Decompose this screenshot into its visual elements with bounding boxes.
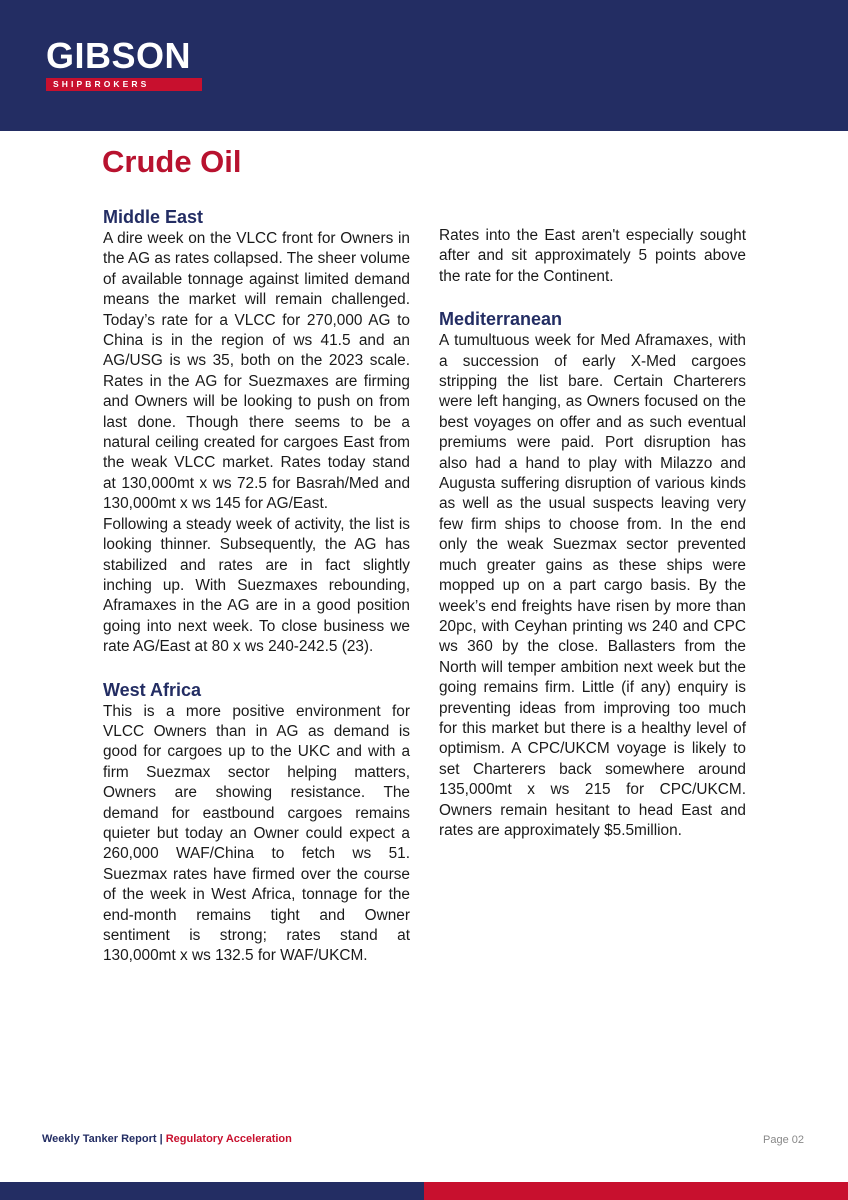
section-heading-mediterranean: Mediterranean bbox=[439, 309, 563, 330]
footer-bar-red bbox=[424, 1182, 848, 1200]
header-band bbox=[0, 0, 848, 131]
paragraph: This is a more positive environment for VLCC Owners than in AG as demand is good for cargoes up to the UKC and with a firm Suezmax sector helping matters, Owners are showing resistance. The demand for eastbound cargoes remains quieter but today an Owner could expect a 260,000 WAF/China to fetch ws 51. Suezmax rates have firmed over the course of the week in West Africa, tonnage for the end-month remains tight and Owner sentiment is strong; rates stand at 130,000mt x ws 132.5 for WAF/UKCM. bbox=[103, 702, 410, 965]
footer-report-line bbox=[42, 1133, 292, 1145]
paragraph: A dire week on the VLCC front for Owners in the AG as rates collapsed. The sheer volume of available tonnage against limited demand means the market will remain challenged. Today’s rate for a VLCC for 270,000 AG to China is in the region of ws 41.5 and an AG/USG is ws 35, both on the 2023 scale. Rates in the AG for Suezmaxes are firming and Owners will be looking to push on from last done. Though there seems to be a natural ceiling created for cargoes East from the weak VLCC market. Rates today stand at 130,000mt x ws 72.5 for Basrah/Med and 130,000mt x ws 145 for AG/East. bbox=[103, 230, 410, 513]
paragraph: Following a steady week of activity, the list is looking thinner. Subsequently, the AG has stabilized and rates are in fact slightly inching up. With Suezmaxes rebounding, Aframaxes in the AG are in a good position going into next week. To close business we rate AG/East at 80 x ws 240-242.5 (23). bbox=[103, 515, 410, 656]
paragraph: A tumultuous week for Med Aframaxes, with a succession of early X-Med cargoes stripping the list bare. Certain Charterers were left hanging, as Owners focused on the best voyages on offer and as such eventual premiums were paid. Port disruption has also had a hand to play with Milazzo and Augusta suffering disruption of various kinds as well as the usual suspects leaving very few firm ships to choose from. In the end only the weak Suezmax sector prevented much greater gains as these ships were mopped up on a part cargo basis. By the week’s end freights have risen by more than 20pc, with Ceyhan printing ws 240 and CPC ws 360 by the close. Ballasters from the North will temper ambition next week but the going remains firm. Little (if any) enquiry is preventing ideas from improving too much for this market but there is a healthy level of optimism. A CPC/UKCM voyage is likely to set Charterers back somewhere around 135,000mt x ws 215 for CPC/UKCM. Owners remain hesitant to head East and rates are approximately $5.5million. bbox=[439, 332, 746, 839]
section-heading-middle-east: Middle East bbox=[103, 207, 204, 227]
logo-wordmark: GIBSON bbox=[46, 35, 192, 76]
left-column bbox=[103, 205, 410, 967]
footer-separator: | bbox=[159, 1133, 163, 1145]
logo-tagline: SHIPBROKERS bbox=[46, 78, 202, 91]
footer-bar-navy bbox=[0, 1182, 424, 1200]
page-number: Page 02 bbox=[763, 1134, 804, 1146]
footer-color-bar bbox=[0, 1182, 848, 1200]
paragraph: Rates into the East aren't especially sought after and sit approximately 5 points above the rate for the Continent. bbox=[439, 227, 746, 285]
right-column bbox=[439, 226, 746, 841]
gibson-logo bbox=[46, 36, 202, 91]
footer-report-name: Weekly Tanker Report bbox=[42, 1133, 157, 1145]
page-title: Crude Oil bbox=[102, 144, 242, 179]
footer-topic: Regulatory Acceleration bbox=[165, 1133, 292, 1145]
section-heading-west-africa: West Africa bbox=[103, 679, 202, 700]
